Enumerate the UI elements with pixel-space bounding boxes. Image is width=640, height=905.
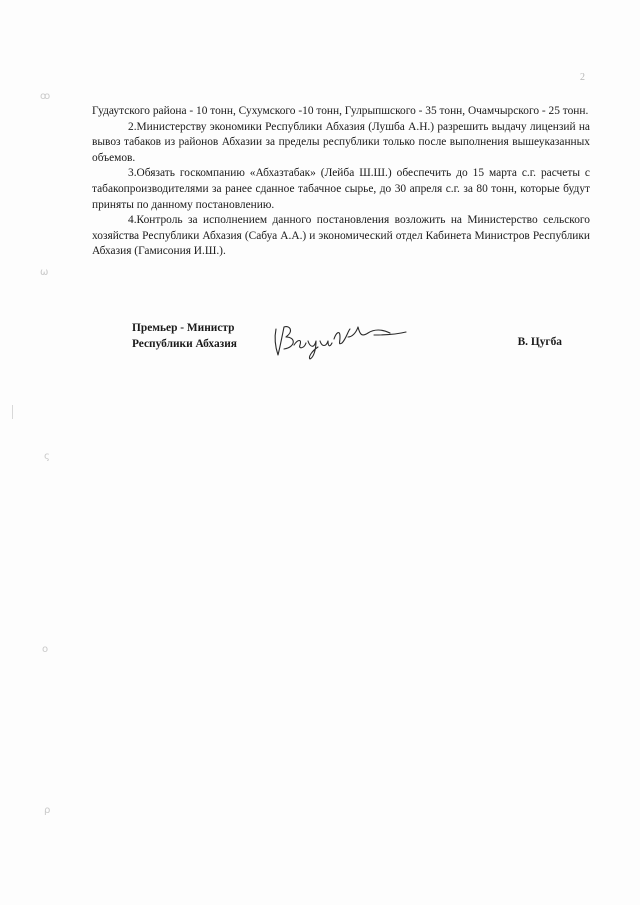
paragraph-continuation: Гудаутского района - 10 тонн, Сухумского -10 тонн, Гулрыпшского - 35 тонн, Очамчырского - 25 тонн. [92,105,589,117]
margin-tick [12,405,13,419]
signatory-title-line-2: Республики Абхазия [132,337,237,350]
signature-icon [270,315,410,361]
margin-mark: ς [44,451,50,462]
margin-mark: ο [42,644,49,655]
signatory-title [132,321,237,352]
margin-mark: ω [40,267,49,278]
paragraph-item-3: 3.Обязать госкомпанию «Абхазтабак» (Лейба Ш.Ш.) обеспечить до 15 марта с.г. расчеты с табакопроизводителями за ранее сданное табачное сырье, до 30 апреля с.г. за 80 тонн, которые будут приняты по данному постановлению. [92,167,590,211]
margin-mark: ꝏ [40,91,51,102]
paragraph-item-2: 2.Министерству экономики Республики Абхазия (Лушба А.Н.) разрешить выдачу лицензий на вывоз табаков из районов Абхазии за пределы республики только после выполнения вышеуказанных объемов. [92,120,590,164]
signatory-name: В. Цугба [517,336,562,348]
signature-block [132,321,562,361]
signatory-title-line-1: Премьер - Министр [132,322,235,334]
document-body [92,104,590,260]
margin-mark: ρ [44,805,51,816]
paragraph-item-4: 4.Контроль за исполнением данного постановления возложить на Министерство сельского хозяйства Республики Абхазия (Сабуа А.А.) и экономический отдел Кабинета Министров Республики Абхазия (Гамисония И.Ш.). [92,214,590,258]
page-number: 2 [580,72,585,83]
